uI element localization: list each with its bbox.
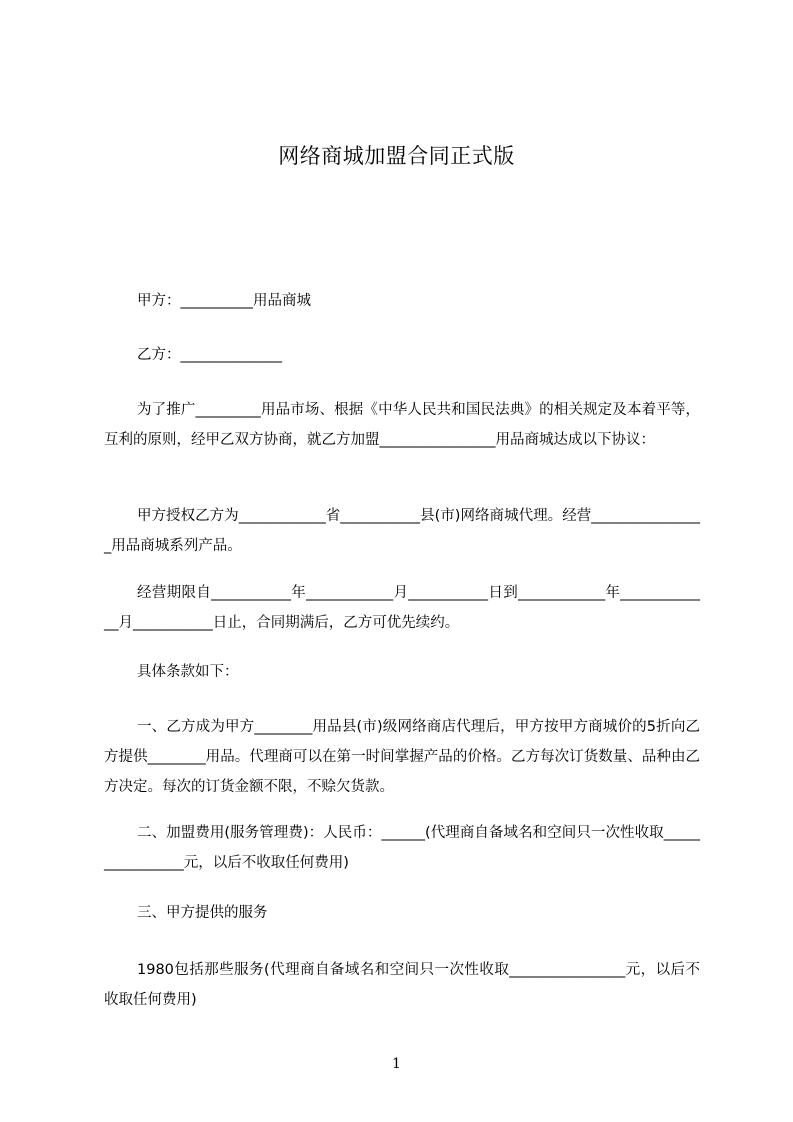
clause-three-heading: 三、甲方提供的服务: [137, 905, 268, 921]
party-b-line: 乙方：______________: [137, 347, 282, 363]
services-paragraph: 1980包括那些服务(代理商自备域名和空间只一次性收取________________元，以后不收取任何费用): [104, 962, 700, 1008]
terms-heading: 具体条款如下：: [137, 664, 239, 680]
authorization-paragraph: 甲方授权乙方为____________省___________县(市)网络商城代理。经营________________用品商城系列产品。: [104, 508, 700, 554]
preamble-paragraph: 为了推广_________用品市场、根据《中华人民共和国民法典》的相关规定及本着平等，互利的原则，经甲乙双方协商，就乙方加盟________________用品商城达成以下协议：: [104, 402, 700, 448]
document-title: 网络商城加盟合同正式版: [278, 144, 515, 168]
party-a-line: 甲方：__________用品商城: [137, 293, 311, 309]
clause-one-paragraph: 一、乙方成为甲方________用品县(市)级网络商店代理后，甲方按甲方商城价的5折向乙方提供________用品。代理商可以在第一时间掌握产品的价格。乙方每次订货数量、品种由乙方决定。每次的订货金额不限，不赊欠货款。: [104, 719, 700, 795]
page-number: 1: [392, 1056, 401, 1072]
clause-two-paragraph: 二、加盟费用(服务管理费)：人民币：______(代理商自备域名和空间只一次性收取________________元，以后不收取任何费用): [104, 825, 700, 871]
term-paragraph: 经营期限自___________年____________月___________日到____________年_____________月___________日止，合同期满后，乙方可优先续约。: [104, 585, 700, 631]
